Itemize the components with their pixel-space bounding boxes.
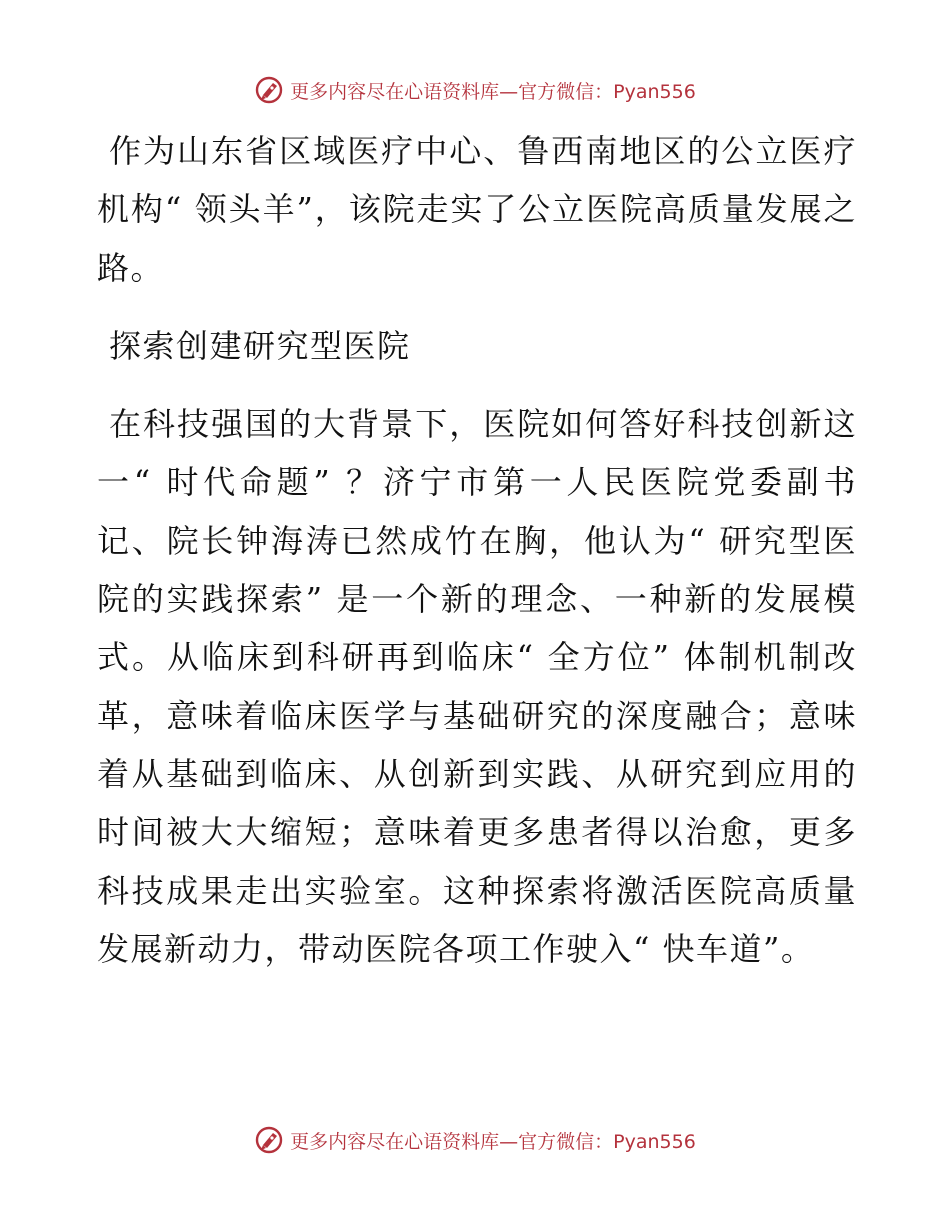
wechat-id: Pyan556 — [613, 80, 696, 103]
footer-watermark-banner — [0, 1120, 950, 1160]
watermark-text: 更多内容尽在心语资料库—官方微信：Pyan556 — [290, 80, 696, 103]
watermark-text: 更多内容尽在心语资料库—官方微信：Pyan556 — [290, 1130, 696, 1153]
pen-nib-logo-icon — [254, 1125, 284, 1155]
footer-watermark — [254, 1125, 696, 1155]
header-watermark — [254, 75, 696, 105]
wechat-id: Pyan556 — [613, 1130, 696, 1153]
paragraph-main: 在科技强国的大背景下，医院如何答好科技创新这一“ 时代命题” ？济宁市第一人民医院党委副书记、院长钟海涛已然成竹在胸，他认为“ 研究型医院的实践探索” 是一个新的理念、一种新的发展模式。从临床到科研再到临床“ 全方位” 体制机制改革，意味着临床医学与基础研究的深度融合；意味着从基础到临床、从创新到实践、从研究到应用的时间被大大缩短；意味着更多患者得以治愈，更多科技成果走出实验室。这种探索将激活医院高质量发展新动力，带动医院各项工作驶入“ 快车道”。 — [97, 405, 857, 968]
paragraph-intro: 作为山东省区域医疗中心、鲁西南地区的公立医疗机构“ 领头羊”，该院走实了公立医院高质量发展之路。 — [97, 132, 857, 287]
pen-nib-logo-icon — [254, 75, 284, 105]
document-body — [97, 122, 857, 978]
section-heading: 探索创建研究型医院 — [109, 326, 411, 365]
header-watermark-banner — [0, 70, 950, 110]
